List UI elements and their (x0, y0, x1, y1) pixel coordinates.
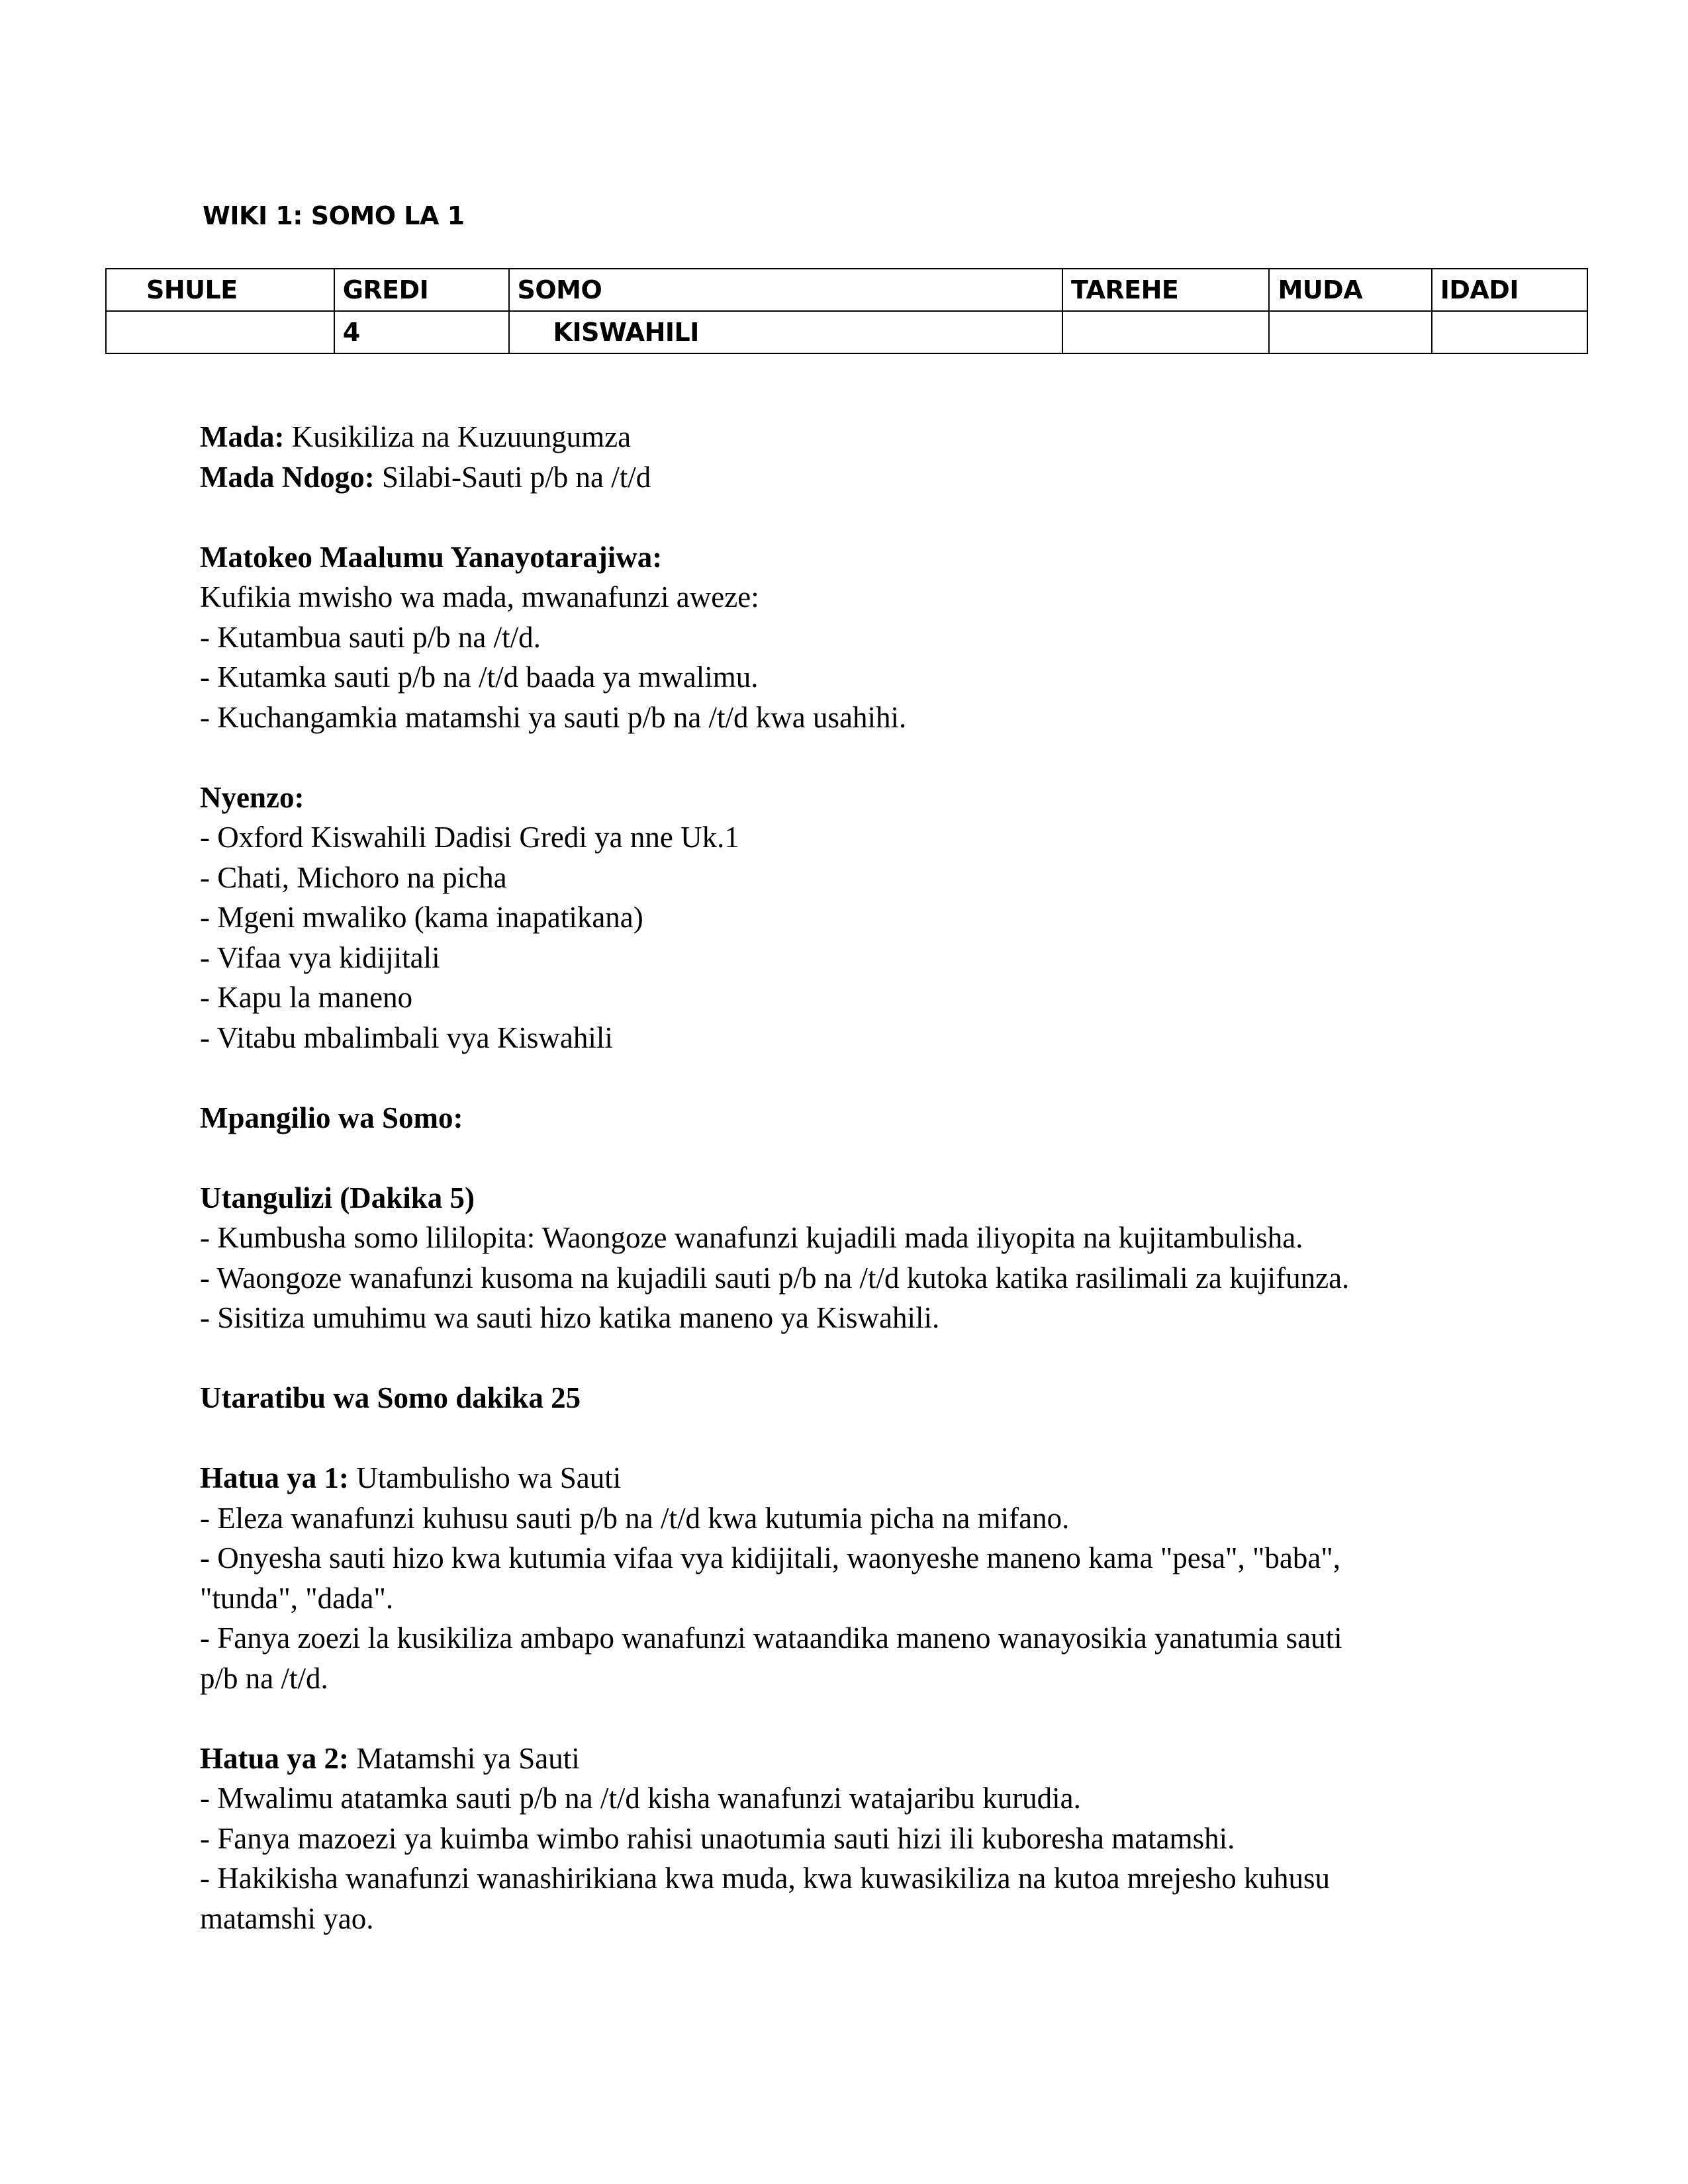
list-item: - Kumbusha somo lililopita: Waongoze wanafunzi kujadili mada iliyopita na kujitambulisha. (200, 1221, 1303, 1254)
list-item: - Kuchangamkia matamshi ya sauti p/b na /t/d kwa usahihi. (200, 700, 907, 734)
hatua1-heading (200, 1458, 1524, 1498)
list-item-continuation: p/b na /t/d. (200, 1661, 328, 1695)
list-item: - Waongoze wanafunzi kusoma na kujadili sauti p/b na /t/d kutoka katika rasilimali za kujifunza. (200, 1261, 1350, 1295)
mada-ndogo-value: Silabi-Sauti p/b na /t/d (382, 460, 651, 494)
list-item: - Sisitiza umuhimu wa sauti hizo katika maneno ya Kiswahili. (200, 1301, 940, 1334)
cell-muda (1269, 311, 1431, 353)
header-shule: SHULE (106, 269, 334, 311)
list-item: - Oxford Kiswahili Dadisi Gredi ya nne Uk.1 (200, 821, 739, 854)
cell-somo: KISWAHILI (509, 311, 1063, 353)
hatua1-title: Utambulisho wa Sauti (356, 1461, 622, 1494)
list-item: - Fanya zoezi la kusikiliza ambapo wanafunzi wataandika maneno wanayosikia yanatumia sauti (200, 1621, 1342, 1655)
header-tarehe: TAREHE (1062, 269, 1269, 311)
header-muda: MUDA (1269, 269, 1431, 311)
list-item: - Kapu la maneno (200, 981, 413, 1014)
mada-label: Mada: (200, 420, 285, 453)
nyenzo-title: Nyenzo: (200, 780, 305, 814)
list-item: - Hakikisha wanafunzi wanashirikiana kwa muda, kwa kuwasikiliza na kutoa mrejesho kuhusu (200, 1862, 1331, 1895)
list-item: - Chati, Michoro na picha (200, 860, 507, 894)
list-item: - Mwalimu atatamka sauti p/b na /t/d kisha wanafunzi watajaribu kurudia. (200, 1782, 1081, 1815)
table-row (106, 311, 1587, 353)
cell-idadi (1432, 311, 1587, 353)
list-item: - Eleza wanafunzi kuhusu sauti p/b na /t/d kwa kutumia picha na mifano. (200, 1501, 1070, 1535)
list-item-continuation: "tunda", "dada". (200, 1581, 394, 1615)
lesson-content (200, 417, 1524, 1938)
cell-gredi: 4 (334, 311, 509, 353)
matokeo-intro: Kufikia mwisho wa mada, mwanafunzi aweze: (200, 580, 759, 614)
utaratibu-title: Utaratibu wa Somo dakika 25 (200, 1381, 581, 1414)
utangulizi-title: Utangulizi (Dakika 5) (200, 1181, 475, 1214)
list-item: - Kutamka sauti p/b na /t/d baada ya mwalimu. (200, 660, 759, 694)
mada-ndogo-label: Mada Ndogo: (200, 460, 375, 494)
list-item: - Fanya mazoezi ya kuimba wimbo rahisi unaotumia sauti hizi ili kuboresha matamshi. (200, 1821, 1235, 1855)
hatua1-label: Hatua ya 1: (200, 1461, 349, 1494)
table-header-row (106, 269, 1587, 311)
list-item: - Vifaa vya kidijitali (200, 940, 440, 974)
hatua2-heading (200, 1739, 1524, 1779)
mpangilio-title: Mpangilio wa Somo: (200, 1101, 463, 1134)
lesson-info-table (105, 268, 1588, 354)
header-gredi: GREDI (334, 269, 509, 311)
mada-value: Kusikiliza na Kuzuungumza (291, 420, 632, 453)
hatua2-title: Matamshi ya Sauti (356, 1741, 580, 1775)
hatua2-label: Hatua ya 2: (200, 1741, 349, 1775)
week-heading: WIKI 1: SOMO LA 1 (203, 201, 465, 230)
cell-tarehe (1062, 311, 1269, 353)
matokeo-title: Matokeo Maalumu Yanayotarajiwa: (200, 540, 663, 574)
list-item: - Kutambua sauti p/b na /t/d. (200, 620, 541, 654)
mada-ndogo-line (200, 457, 1524, 498)
list-item: - Mgeni mwaliko (kama inapatikana) (200, 901, 643, 934)
mada-line (200, 417, 1524, 457)
list-item: - Vitabu mbalimbali vya Kiswahili (200, 1021, 613, 1054)
header-somo: SOMO (509, 269, 1063, 311)
cell-shule (106, 311, 334, 353)
list-item: - Onyesha sauti hizo kwa kutumia vifaa vya kidijitali, waonyeshe maneno kama "pesa", "baba", (200, 1541, 1340, 1574)
header-idadi: IDADI (1432, 269, 1587, 311)
list-item-continuation: matamshi yao. (200, 1901, 374, 1935)
